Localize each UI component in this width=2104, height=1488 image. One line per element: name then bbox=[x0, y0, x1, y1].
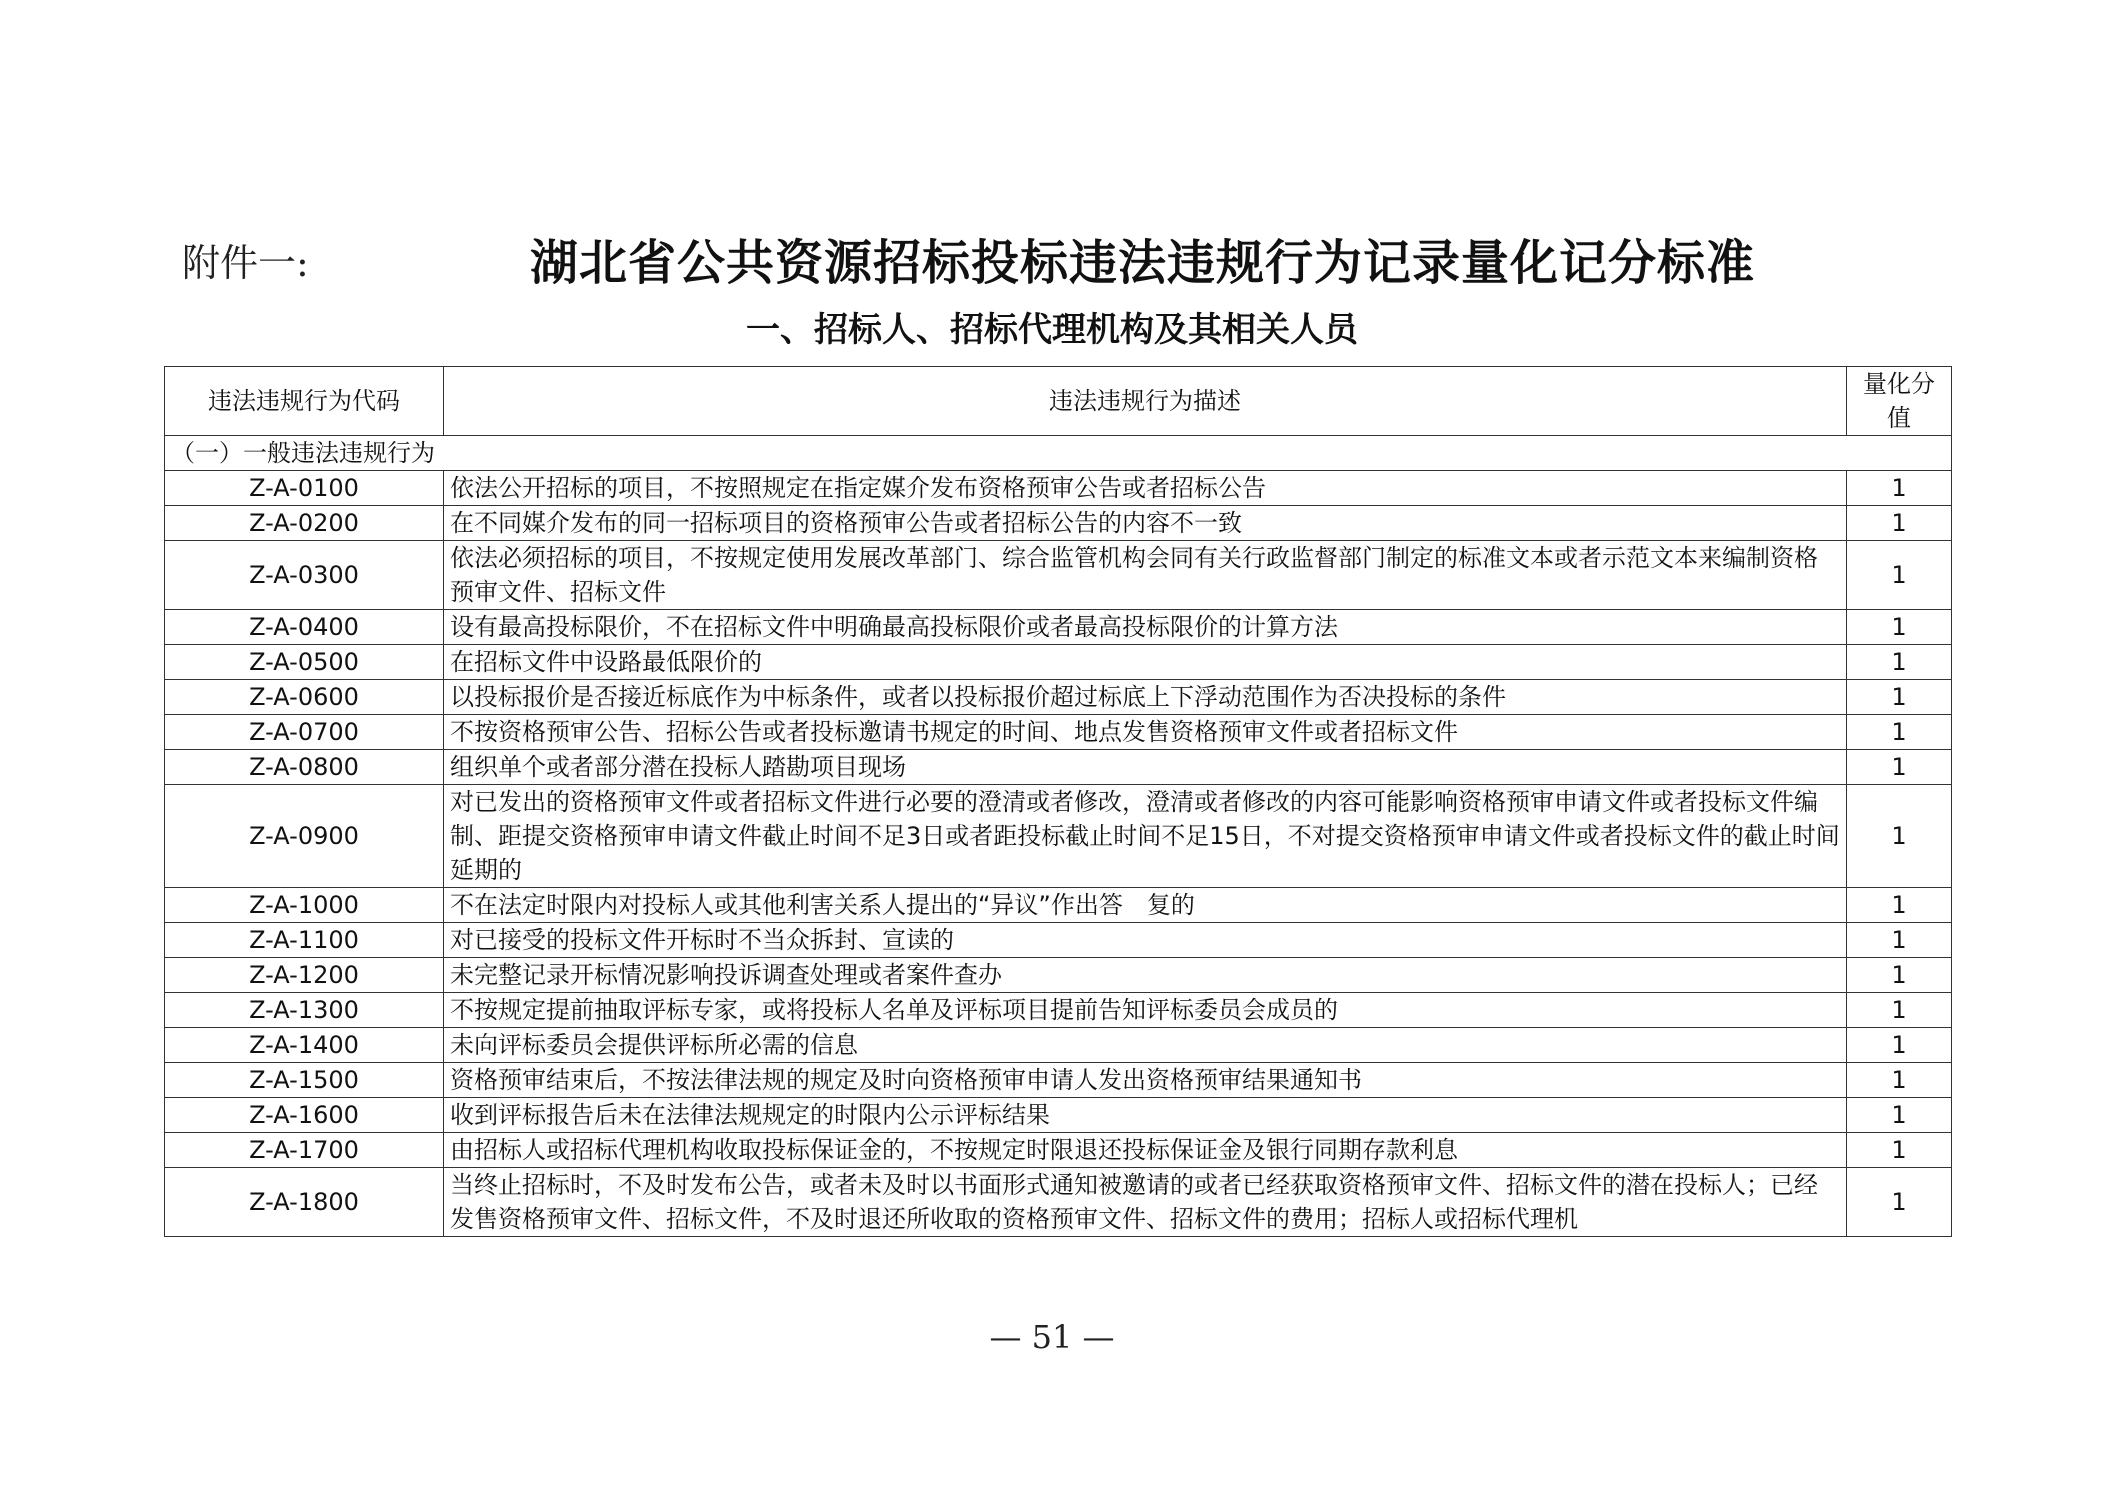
violation-code: Z-A-0500 bbox=[165, 645, 444, 680]
violation-description: 依法必须招标的项目，不按规定使用发展改革部门、综合监管机构会同有关行政监督部门制定的标准文本或者示范文本来编制资格预审文件、招标文件 bbox=[444, 541, 1847, 610]
violation-code: Z-A-1700 bbox=[165, 1133, 444, 1168]
violation-description: 设有最高投标限价，不在招标文件中明确最高投标限价或者最高投标限价的计算方法 bbox=[444, 610, 1847, 645]
violation-code: Z-A-1300 bbox=[165, 993, 444, 1028]
score-value: 1 bbox=[1847, 785, 1952, 888]
section-heading: 一、招标人、招标代理机构及其相关人员 bbox=[746, 310, 1358, 350]
score-value: 1 bbox=[1847, 471, 1952, 506]
score-value: 1 bbox=[1847, 541, 1952, 610]
violation-code: Z-A-0100 bbox=[165, 471, 444, 506]
table-row bbox=[165, 1098, 1952, 1133]
score-value: 1 bbox=[1847, 1063, 1952, 1098]
violation-description: 不在法定时限内对投标人或其他利害关系人提出的“异议”作出答 复的 bbox=[444, 888, 1847, 923]
table-row bbox=[165, 785, 1952, 888]
header-score: 量化分值 bbox=[1847, 367, 1952, 436]
violation-description: 当终止招标时，不及时发布公告，或者未及时以书面形式通知被邀请的或者已经获取资格预审文件、招标文件的潜在投标人；已经发售资格预审文件、招标文件，不及时退还所收取的资格预审文件、招标文件的费用；招标人或招标代理机 bbox=[444, 1168, 1847, 1237]
violation-code: Z-A-0400 bbox=[165, 610, 444, 645]
score-value: 1 bbox=[1847, 958, 1952, 993]
score-value: 1 bbox=[1847, 750, 1952, 785]
violation-description: 由招标人或招标代理机构收取投标保证金的，不按规定时限退还投标保证金及银行同期存款利息 bbox=[444, 1133, 1847, 1168]
violation-code: Z-A-1500 bbox=[165, 1063, 444, 1098]
table-row bbox=[165, 888, 1952, 923]
table-row bbox=[165, 750, 1952, 785]
score-value: 1 bbox=[1847, 506, 1952, 541]
score-value: 1 bbox=[1847, 993, 1952, 1028]
score-value: 1 bbox=[1847, 1168, 1952, 1237]
page-number: — 51 — bbox=[989, 1318, 1115, 1356]
table-row bbox=[165, 958, 1952, 993]
violation-description: 资格预审结束后，不按法律法规的规定及时向资格预审申请人发出资格预审结果通知书 bbox=[444, 1063, 1847, 1098]
violation-code: Z-A-1800 bbox=[165, 1168, 444, 1237]
violation-description: 不按规定提前抽取评标专家，或将投标人名单及评标项目提前告知评标委员会成员的 bbox=[444, 993, 1847, 1028]
table-row bbox=[165, 645, 1952, 680]
violation-description: 依法公开招标的项目，不按照规定在指定媒介发布资格预审公告或者招标公告 bbox=[444, 471, 1847, 506]
violation-description: 不按资格预审公告、招标公告或者投标邀请书规定的时间、地点发售资格预审文件或者招标文件 bbox=[444, 715, 1847, 750]
score-value: 1 bbox=[1847, 1028, 1952, 1063]
violation-code: Z-A-1600 bbox=[165, 1098, 444, 1133]
table-row bbox=[165, 1063, 1952, 1098]
score-value: 1 bbox=[1847, 1133, 1952, 1168]
table-row bbox=[165, 993, 1952, 1028]
score-value: 1 bbox=[1847, 888, 1952, 923]
score-value: 1 bbox=[1847, 610, 1952, 645]
violation-code: Z-A-0300 bbox=[165, 541, 444, 610]
section-row bbox=[165, 436, 1952, 471]
violation-code: Z-A-1000 bbox=[165, 888, 444, 923]
violation-description: 收到评标报告后未在法律法规规定的时限内公示评标结果 bbox=[444, 1098, 1847, 1133]
violation-code: Z-A-1400 bbox=[165, 1028, 444, 1063]
violation-description: 在不同媒介发布的同一招标项目的资格预审公告或者招标公告的内容不一致 bbox=[444, 506, 1847, 541]
table-row bbox=[165, 1168, 1952, 1237]
violation-description: 以投标报价是否接近标底作为中标条件，或者以投标报价超过标底上下浮动范围作为否决投标的条件 bbox=[444, 680, 1847, 715]
table-row bbox=[165, 715, 1952, 750]
table-row bbox=[165, 680, 1952, 715]
table-row bbox=[165, 1133, 1952, 1168]
score-value: 1 bbox=[1847, 645, 1952, 680]
table-header-row bbox=[165, 367, 1952, 436]
score-value: 1 bbox=[1847, 923, 1952, 958]
score-value: 1 bbox=[1847, 680, 1952, 715]
violation-description: 未向评标委员会提供评标所必需的信息 bbox=[444, 1028, 1847, 1063]
violation-code: Z-A-0600 bbox=[165, 680, 444, 715]
table-row bbox=[165, 610, 1952, 645]
violation-description: 未完整记录开标情况影响投诉调查处理或者案件查办 bbox=[444, 958, 1847, 993]
violation-description: 组织单个或者部分潜在投标人踏勘项目现场 bbox=[444, 750, 1847, 785]
attachment-label: 附件一: bbox=[182, 241, 309, 285]
violation-code: Z-A-1200 bbox=[165, 958, 444, 993]
document-title: 湖北省公共资源招标投标违法违规行为记录量化记分标准 bbox=[530, 235, 1756, 291]
section-title: （一）一般违法违规行为 bbox=[165, 436, 1952, 471]
table-row bbox=[165, 1028, 1952, 1063]
violation-code: Z-A-0700 bbox=[165, 715, 444, 750]
score-value: 1 bbox=[1847, 1098, 1952, 1133]
table-row bbox=[165, 471, 1952, 506]
header-code: 违法违规行为代码 bbox=[165, 367, 444, 436]
violation-description: 在招标文件中设路最低限价的 bbox=[444, 645, 1847, 680]
violation-code: Z-A-0200 bbox=[165, 506, 444, 541]
violation-code: Z-A-1100 bbox=[165, 923, 444, 958]
violation-scoring-table bbox=[164, 366, 1952, 1237]
violation-code: Z-A-0900 bbox=[165, 785, 444, 888]
table-row bbox=[165, 541, 1952, 610]
violation-description: 对已发出的资格预审文件或者招标文件进行必要的澄清或者修改，澄清或者修改的内容可能影响资格预审申请文件或者投标文件编制、距提交资格预审申请文件截止时间不足3日或者距投标截止时间不足15日，不对提交资格预审申请文件或者投标文件的截止时间延期的 bbox=[444, 785, 1847, 888]
violation-code: Z-A-0800 bbox=[165, 750, 444, 785]
table-row bbox=[165, 506, 1952, 541]
score-value: 1 bbox=[1847, 715, 1952, 750]
violation-description: 对已接受的投标文件开标时不当众拆封、宣读的 bbox=[444, 923, 1847, 958]
header-description: 违法违规行为描述 bbox=[444, 367, 1847, 436]
table-row bbox=[165, 923, 1952, 958]
